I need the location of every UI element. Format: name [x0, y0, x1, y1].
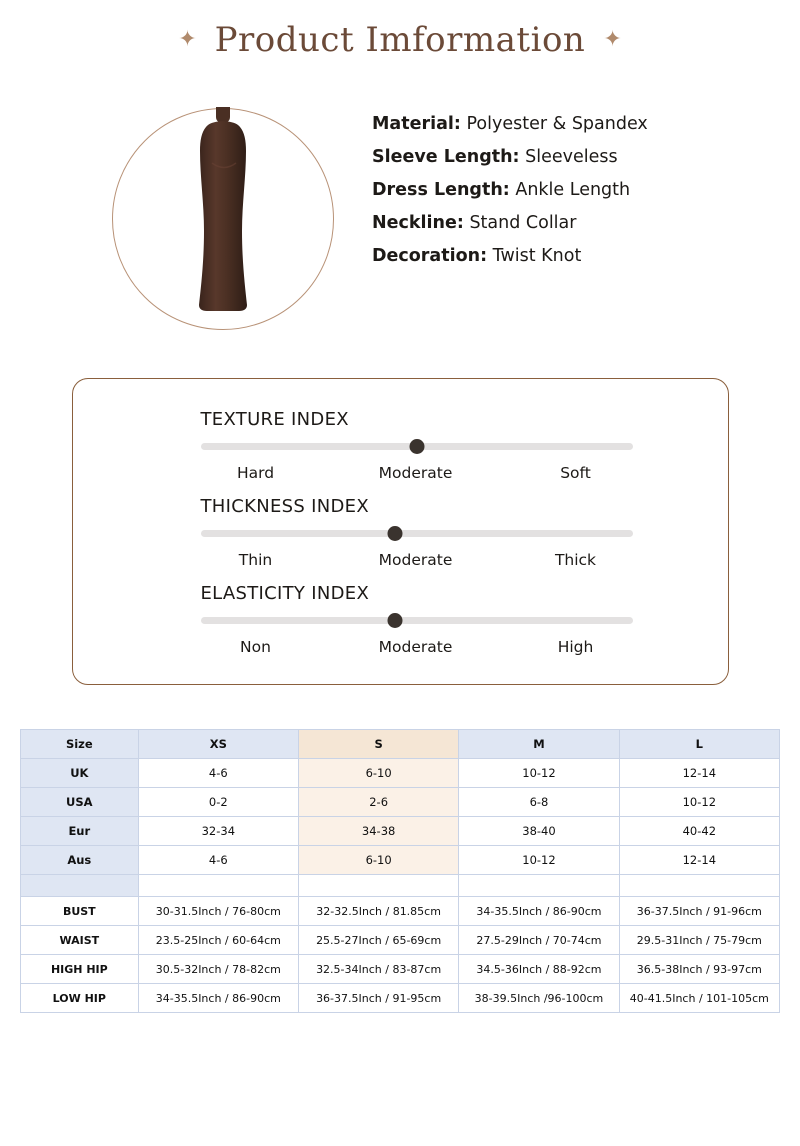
table-row-label: BUST [21, 897, 139, 926]
spec-list [372, 114, 648, 279]
elasticity-tick-1: Moderate [378, 638, 453, 656]
table-row [21, 846, 780, 875]
texture-tick-0: Hard [236, 464, 275, 482]
table-cell: 38-40 [459, 817, 619, 846]
table-cell: 27.5-29Inch / 70-74cm [459, 926, 619, 955]
table-spacer-cell [619, 875, 779, 897]
table-cell: 4-6 [138, 759, 298, 788]
table-header-cell: Size [21, 730, 139, 759]
texture-tick-2: Soft [560, 464, 591, 482]
thickness-slider-track [201, 530, 633, 537]
elasticity-slider-track [201, 617, 633, 624]
spec-row-neckline [372, 213, 648, 233]
index-group-elasticity [73, 583, 728, 656]
table-row-label: LOW HIP [21, 984, 139, 1013]
table-cell: 34-35.5Inch / 86-90cm [138, 984, 298, 1013]
index-label-texture: TEXTURE INDEX [200, 409, 349, 430]
size-chart [20, 729, 780, 1013]
elasticity-tick-2: High [557, 638, 594, 656]
index-group-thickness [73, 496, 728, 569]
spec-value-neckline: Stand Collar [469, 213, 577, 233]
index-label-thickness: THICKNESS INDEX [200, 496, 369, 517]
table-cell: 36-37.5Inch / 91-95cm [298, 984, 458, 1013]
spec-value-material: Polyester & Spandex [466, 114, 648, 134]
elasticity-tick-0: Non [240, 638, 271, 656]
table-header-cell: XS [138, 730, 298, 759]
table-cell: 12-14 [619, 846, 779, 875]
table-cell: 40-41.5Inch / 101-105cm [619, 984, 779, 1013]
table-cell: 34.5-36Inch / 88-92cm [459, 955, 619, 984]
table-cell: 40-42 [619, 817, 779, 846]
sparkle-left-icon: ✦ [178, 27, 197, 52]
elasticity-slider-handle[interactable] [387, 613, 402, 628]
table-row-label: UK [21, 759, 139, 788]
table-row [21, 788, 780, 817]
index-group-texture [73, 409, 728, 482]
table-cell: 36-37.5Inch / 91-96cm [619, 897, 779, 926]
table-header-cell: L [619, 730, 779, 759]
table-cell: 6-10 [298, 846, 458, 875]
page-title: Product Imformation [214, 20, 586, 60]
thickness-slider-ticks [181, 551, 651, 569]
table-cell: 34-35.5Inch / 86-90cm [459, 897, 619, 926]
table-row [21, 897, 780, 926]
spec-value-decoration: Twist Knot [492, 246, 582, 266]
thickness-slider[interactable] [201, 530, 633, 538]
table-header-cell: M [459, 730, 619, 759]
table-cell: 25.5-27Inch / 65-69cm [298, 926, 458, 955]
table-cell: 23.5-25Inch / 60-64cm [138, 926, 298, 955]
thickness-slider-handle[interactable] [387, 526, 402, 541]
table-cell: 6-8 [459, 788, 619, 817]
table-cell: 32-34 [138, 817, 298, 846]
table-spacer-cell [138, 875, 298, 897]
table-cell: 30.5-32Inch / 78-82cm [138, 955, 298, 984]
index-panel [72, 378, 729, 685]
texture-tick-1: Moderate [378, 464, 453, 482]
table-row-label: WAIST [21, 926, 139, 955]
table-cell: 4-6 [138, 846, 298, 875]
spec-key-sleeve-length: Sleeve Length: [372, 147, 520, 167]
table-cell: 6-10 [298, 759, 458, 788]
spec-row-decoration [372, 246, 648, 266]
thickness-tick-2: Thick [554, 551, 597, 569]
spec-row-dress-length [372, 180, 648, 200]
table-header-row [21, 730, 780, 759]
spec-row-sleeve-length [372, 147, 648, 167]
table-cell: 30-31.5Inch / 76-80cm [138, 897, 298, 926]
index-label-elasticity: ELASTICITY INDEX [200, 583, 370, 604]
page-title-row [0, 0, 800, 60]
spec-value-dress-length: Ankle Length [515, 180, 631, 200]
table-row-label: Eur [21, 817, 139, 846]
product-info-section [0, 102, 800, 330]
product-image-circle [112, 108, 334, 330]
size-table [20, 729, 780, 1013]
spec-key-decoration: Decoration: [372, 246, 488, 266]
table-row-label: Aus [21, 846, 139, 875]
table-row [21, 817, 780, 846]
elasticity-slider[interactable] [201, 617, 633, 625]
table-row-label: HIGH HIP [21, 955, 139, 984]
sparkle-right-icon: ✦ [603, 27, 622, 52]
dress-illustration-icon [190, 103, 256, 315]
spec-key-material: Material: [372, 114, 461, 134]
table-cell: 10-12 [619, 788, 779, 817]
table-cell: 32.5-34Inch / 83-87cm [298, 955, 458, 984]
table-spacer-cell [459, 875, 619, 897]
spec-key-dress-length: Dress Length: [372, 180, 510, 200]
table-row [21, 759, 780, 788]
table-cell: 12-14 [619, 759, 779, 788]
table-cell: 38-39.5Inch /96-100cm [459, 984, 619, 1013]
table-cell: 36.5-38Inch / 93-97cm [619, 955, 779, 984]
spec-row-material [372, 114, 648, 134]
table-spacer-label [21, 875, 139, 897]
table-cell: 0-2 [138, 788, 298, 817]
table-header-cell: S [298, 730, 458, 759]
texture-slider-ticks [181, 464, 651, 482]
table-row [21, 955, 780, 984]
table-cell: 32-32.5Inch / 81.85cm [298, 897, 458, 926]
table-cell: 29.5-31Inch / 75-79cm [619, 926, 779, 955]
table-row [21, 984, 780, 1013]
thickness-tick-0: Thin [238, 551, 273, 569]
spec-key-neckline: Neckline: [372, 213, 464, 233]
table-cell: 10-12 [459, 759, 619, 788]
table-cell: 10-12 [459, 846, 619, 875]
thickness-tick-1: Moderate [378, 551, 453, 569]
table-spacer-cell [298, 875, 458, 897]
table-cell: 34-38 [298, 817, 458, 846]
table-row [21, 926, 780, 955]
elasticity-slider-ticks [181, 638, 651, 656]
table-spacer-row [21, 875, 780, 897]
texture-slider[interactable] [201, 443, 633, 451]
table-row-label: USA [21, 788, 139, 817]
texture-slider-handle[interactable] [409, 439, 424, 454]
table-cell: 2-6 [298, 788, 458, 817]
spec-value-sleeve-length: Sleeveless [525, 147, 618, 167]
